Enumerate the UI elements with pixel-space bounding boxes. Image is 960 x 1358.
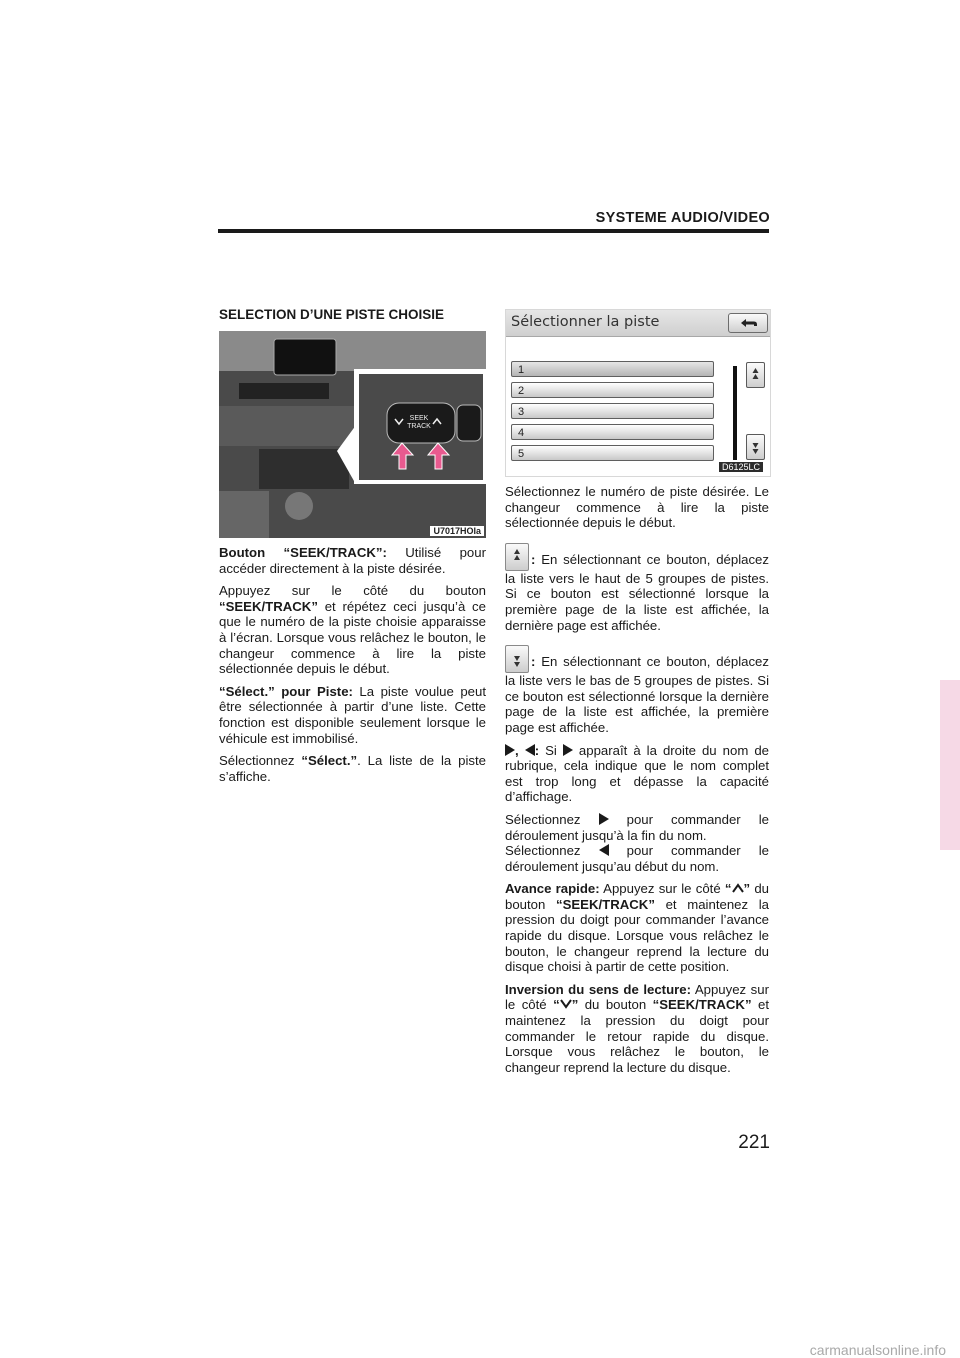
- page-up-icon: [747, 363, 764, 387]
- paragraph-press: Appuyez sur le côté du bouton “SEEK/TRACK” et répétez ceci jusqu’à ce que le numéro de la piste choisie apparaisse à l’écran. Lorsque vous relâchez le bouton, le changeur commence à lire la piste sélectionnée depuis le début.: [219, 583, 486, 677]
- section-tab: [940, 680, 960, 850]
- page-up-icon: [505, 543, 529, 571]
- screen-title: Sélectionner la piste: [511, 314, 660, 330]
- page-down-icon: [505, 645, 529, 673]
- page-up-button[interactable]: [746, 362, 765, 388]
- page-down-icon: [747, 435, 764, 459]
- paragraph-select-number: Sélectionnez le numéro de piste désirée. Le changeur commence à lire la piste sélectionnée depuis le début.: [505, 484, 769, 531]
- seek-label: SEEK: [409, 415, 429, 422]
- paragraph-seek-track: Bouton “SEEK/TRACK”: Utilisé pour accéder directement à la piste désirée.: [219, 545, 486, 576]
- dashboard-illustration: [219, 331, 486, 538]
- photo-code: U7017HOIa: [430, 526, 484, 536]
- left-triangle-icon: [525, 744, 535, 756]
- track-item-1[interactable]: 1: [511, 361, 714, 377]
- dashboard-photo: [219, 331, 486, 538]
- right-column: [505, 484, 769, 1082]
- back-arrow-icon: [729, 314, 767, 332]
- section-title: SELECTION D’UNE PISTE CHOISIE: [219, 307, 445, 322]
- paragraph-select: Sélectionnez “Sélect.”. La liste de la piste s’affiche.: [219, 753, 486, 784]
- scrollbar[interactable]: [733, 366, 737, 460]
- chevron-down-icon: [560, 999, 572, 1009]
- paragraph-select-track: “Sélect.” pour Piste: La piste voulue peut être sélectionnée à partir d’une liste. Cette fonction est disponible seulement lorsque le véhicule est immobilisé.: [219, 683, 486, 746]
- track-item-4[interactable]: 4: [511, 424, 714, 440]
- page-down-button[interactable]: [746, 434, 765, 460]
- screen-title-bar: [506, 310, 770, 337]
- paragraph-scroll-instructions: Sélectionnez pour commander le déroulement jusqu’à la fin du nom. Sélectionnez pour commander le déroulement jusqu’au début du nom.: [505, 811, 769, 874]
- track-item-3[interactable]: 3: [511, 403, 714, 419]
- watermark: carmanualsonline.info: [809, 1342, 946, 1358]
- header-title: SYSTEME AUDIO/VIDEO: [595, 210, 770, 226]
- left-column: [219, 545, 486, 791]
- page-number: 221: [738, 1132, 770, 1153]
- paragraph-page-up: : En sélectionnant ce bouton, déplacez la liste vers le haut de 5 groupes de pistes. Si ce bouton est sélectionné lorsque la première page de la liste est affichée, la dernière page est affichée.: [505, 543, 769, 633]
- paragraph-scroll-arrows: , : Si apparaît à la droite du nom de rubrique, cela indique que le nom complet est trop long et dépasse la capacité d’affichage.: [505, 742, 769, 805]
- right-triangle-icon: [599, 813, 609, 825]
- back-button[interactable]: [728, 313, 768, 333]
- right-triangle-icon: [505, 744, 515, 756]
- paragraph-page-down: : En sélectionnant ce bouton, déplacez la liste vers le bas de 5 groupes de pistes. Si ce bouton est sélectionné lorsque la dernière page de la liste est affichée, la première page est affichée.: [505, 645, 769, 735]
- paragraph-fast-forward: Avance rapide: Appuyez sur le côté “ ” du bouton “SEEK/TRACK” et maintenez la pression du doigt pour commander l’avance rapide du disque. Lorsque vous relâchez le bouton, le changeur reprend la lecture du disque choisi à partir de cette position.: [505, 881, 770, 975]
- track-item-5[interactable]: 5: [511, 445, 714, 461]
- paragraph-reverse: Inversion du sens de lecture: Appuyez sur le côté “ ” du bouton “SEEK/TRACK” et maintenez la pression du doigt pour commander le retour rapide du disque. Lorsque vous relâchez le bouton, le changeur reprend la lecture du disque.: [505, 981, 769, 1075]
- left-triangle-icon: [599, 844, 609, 856]
- header-rule: [218, 229, 769, 233]
- right-triangle-icon: [563, 744, 573, 756]
- chevron-up-icon: [732, 883, 744, 893]
- track-select-screen: [505, 309, 771, 477]
- track-label: TRACK: [407, 423, 431, 430]
- screen-code: D6125LC: [719, 462, 763, 472]
- track-item-2[interactable]: 2: [511, 382, 714, 398]
